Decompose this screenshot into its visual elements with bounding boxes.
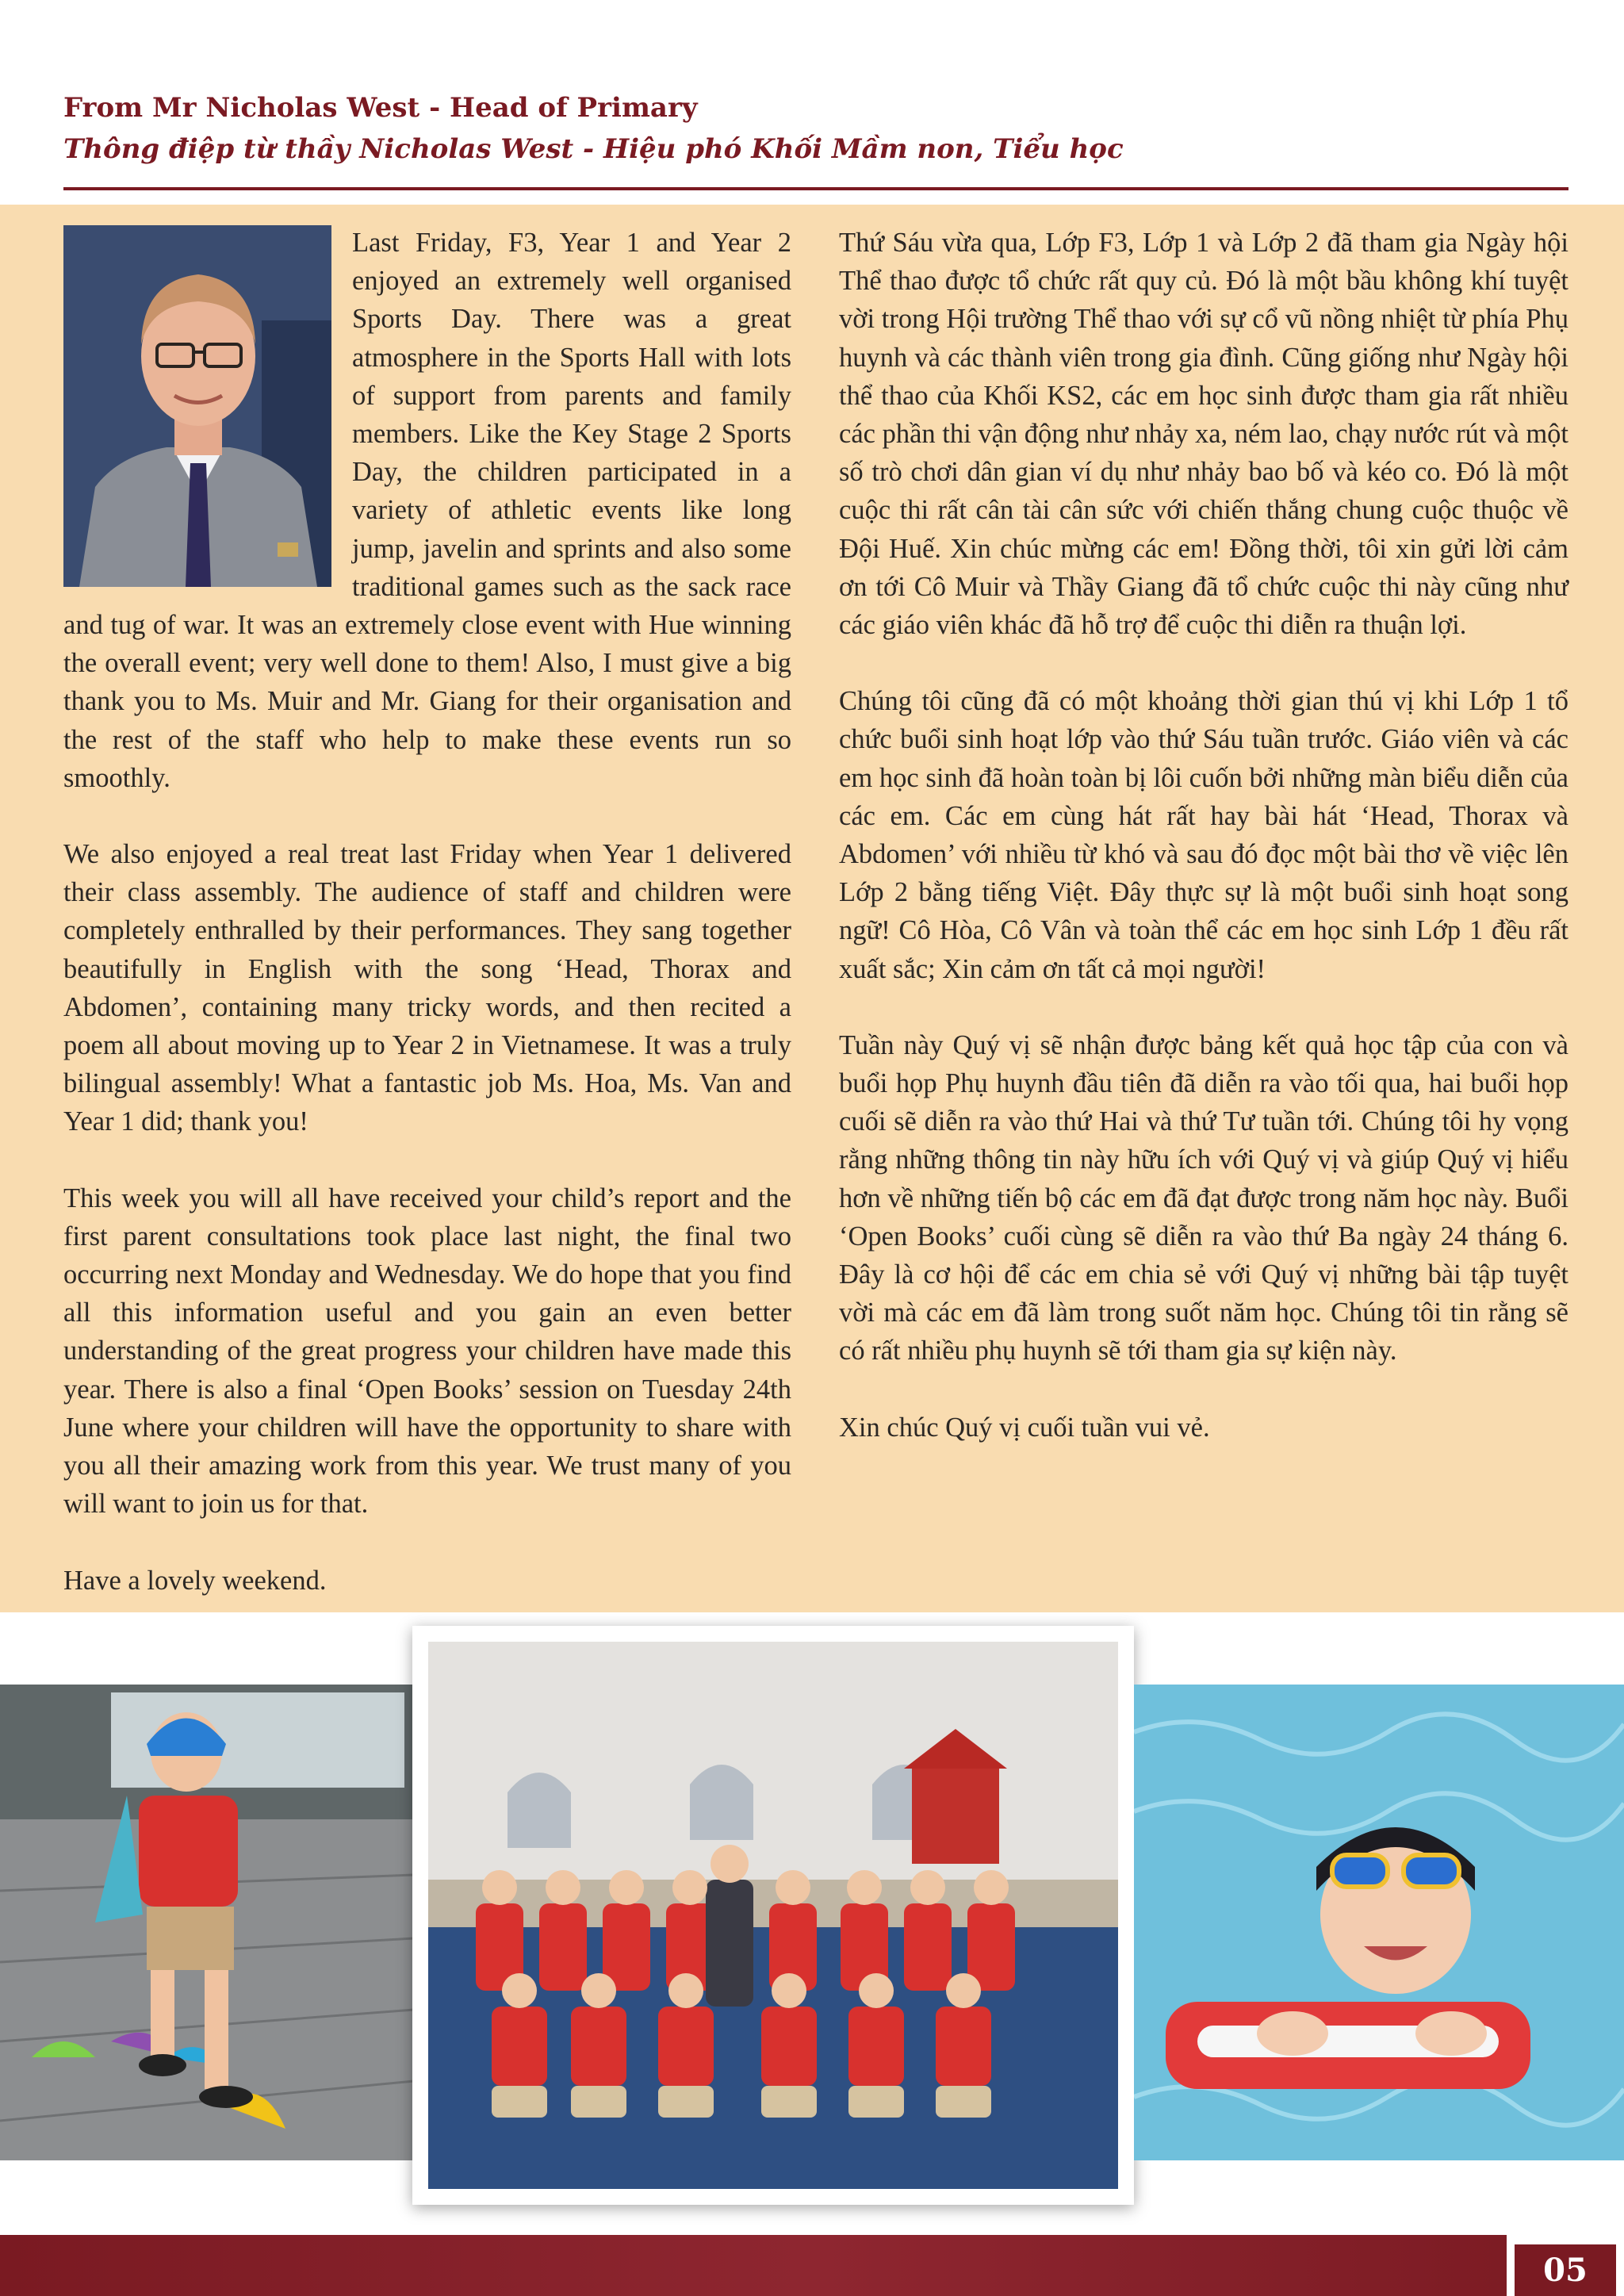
- photo-class-group: [428, 1642, 1118, 2189]
- vietnamese-paragraph-4: Xin chúc Quý vị cuối tuần vui vẻ.: [839, 1412, 1210, 1443]
- english-paragraph-2: We also enjoyed a real treat last Friday when Year 1 delivered their class assembly. The audience of staff and children were completely enthralled by their performances. They sang together beautifully in English with the song ‘Head, Thorax and Abdomen’, containing many tricky words, and then recited a poem all about moving up to Year 2 in Vietnamese. It was a truly bilingual assembly! What a fantastic job Ms. Hoa, Ms. Van and Year 1 did; thank you!: [63, 839, 791, 1137]
- english-paragraph-3: This week you will all have received your child’s report and the first parent consultations took place last night, the final two occurring next Monday and Wednesday. We do hope that you find all this information useful and you gain an even better understanding of the great progress your children have made this year. There is also a final ‘Open Books’ session on Tuesday 24th June where your children will have the opportunity to share with you all their amazing work from this year. We trust many of you will want to join us for that.: [63, 1182, 791, 1520]
- vietnamese-paragraph-2: Chúng tôi cũng đã có một khoảng thời gian thú vị khi Lớp 1 tổ chức buổi sinh hoạt lớp vào thứ Sáu tuần trước. Giáo viên và các em học sinh đã hoàn toàn bị lôi cuốn bởi những màn biểu diễn của các em. Các em cùng hát rất hay bài hát ‘Head, Thorax và Abdomen’ với nhiều từ khó và sau đó đọc một bài thơ về việc lên Lớp 2 bằng tiếng Việt. Đây thực sự là một buổi sinh hoạt song ngữ! Cô Hòa, Cô Vân và toàn thể các em học sinh Lớp 1 đều rất xuất sắc; Xin cảm ơn tất cả mọi người!: [839, 686, 1568, 984]
- portrait-photo: [63, 225, 331, 587]
- english-column: [63, 224, 791, 1638]
- english-paragraph-1: Last Friday, F3, Year 1 and Year 2 enjoyed an extremely well organised Sports Day. There was a great atmosphere in the Sports Hall with lots of support from parents and family members. Like the Key Stage 2 Sports Day, the children participated in a variety of athletic events like long jump, javelin and sprints and also some traditional games such as the sack race and tug of war. It was an extremely close event with Hue winning the overall event; very well done to them! Also, I must give a big thank you to Ms. Muir and Mr. Giang for their organisation and the rest of the staff who help to make these events run so smoothly.: [63, 228, 791, 793]
- title-vietnamese: Thông điệp từ thầy Nicholas West - Hiệu phó Khối Mầm non, Tiểu học: [63, 133, 1124, 165]
- photo-swimming-child: [1134, 1685, 1624, 2160]
- english-paragraph-4: Have a lovely weekend.: [63, 1565, 327, 1596]
- vietnamese-paragraph-1: Thứ Sáu vừa qua, Lớp F3, Lớp 1 và Lớp 2 đã tham gia Ngày hội Thể thao được tổ chức rất quy củ. Đó là một bầu không khí tuyệt vời trong Hội trường Thể thao với sự cổ vũ nồng nhiệt từ phía Phụ huynh và các thành viên trong gia đình. Cũng giống như Ngày hội thể thao của Khối KS2, các em học sinh được tham gia rất nhiều các phần thi vận động như nhảy xa, ném lao, chạy nước rút và một số trò chơi dân gian ví dụ như nhảy bao bố và kéo co. Đó là một cuộc thi rất cân tài cân sức với chiến thắng chung cuộc thuộc về Đội Huế. Xin chúc mừng các em! Đồng thời, tôi xin gửi lời cảm ơn tới Cô Muir và Thầy Giang đã tổ chức cuộc thi này cũng như các giáo viên khác đã hỗ trợ để cuộc thi diễn ra thuận lợi.: [839, 228, 1568, 641]
- photo-superhero-child: [0, 1685, 414, 2160]
- title-english: From Mr Nicholas West - Head of Primary: [63, 92, 698, 124]
- vietnamese-paragraph-3: Tuần này Quý vị sẽ nhận được bảng kết quả học tập của con và buổi họp Phụ huynh đầu tiên đã diễn ra vào tối qua, hai buổi họp cuối sẽ diễn ra vào thứ Hai và thứ Tư tuần tới. Chúng tôi hy vọng rằng những thông tin này hữu ích với Quý vị và giúp Quý vị hiểu hơn về những tiến bộ các em đã đạt được trong năm học này. Buổi ‘Open Books’ cuối cùng sẽ diễn ra vào thứ Ba ngày 24 tháng 6. Đây là cơ hội để các em chia sẻ với Quý vị những bài tập tuyệt vời mà các em đã làm trong suốt năm học. Chúng tôi tin rằng sẽ có rất nhiều phụ huynh sẽ tới tham gia sự kiện này.: [839, 1029, 1568, 1366]
- footer-bar: [0, 2235, 1624, 2296]
- header-divider: [63, 187, 1568, 190]
- page-header: [63, 87, 1570, 170]
- page-number: 05: [1515, 2244, 1616, 2296]
- vietnamese-column: [839, 224, 1568, 1485]
